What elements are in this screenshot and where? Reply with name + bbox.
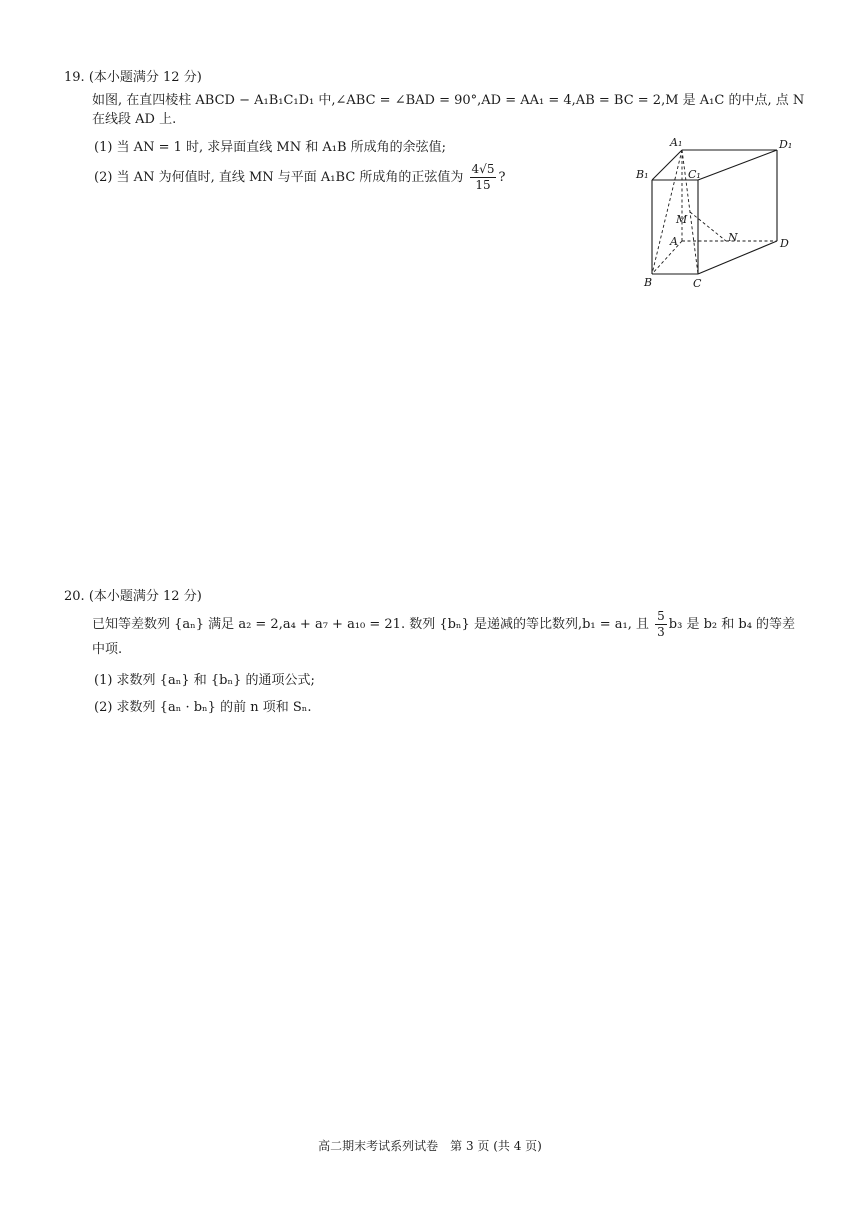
segment-M-N	[690, 212, 726, 241]
fraction-denominator: 15	[475, 178, 491, 192]
question-20-number: 20.	[64, 589, 85, 604]
label-D1: D₁	[779, 138, 793, 151]
edge-C1-D1	[698, 150, 777, 180]
question-20-fraction	[655, 609, 667, 640]
question-19-part2	[94, 162, 505, 193]
question-20-stem-suffix: b₃ 是 b₂ 和 b₄ 的等差	[668, 617, 796, 632]
fraction-numerator: 5	[657, 609, 665, 623]
question-20-stem-line1	[92, 609, 804, 640]
question-19-number: 19.	[64, 70, 85, 85]
label-B1: B₁	[636, 168, 649, 181]
label-A: A	[670, 235, 678, 248]
question-20-stem	[92, 609, 804, 659]
question-20-part2: (2) 求数列 {aₙ · bₙ} 的前 n 项和 Sₙ.	[94, 700, 312, 715]
edge-A1-B1	[652, 150, 682, 180]
label-N: N	[728, 231, 738, 244]
label-C1: C₁	[688, 168, 701, 181]
segment-A1-B	[652, 150, 682, 274]
question-20-score: (本小题满分 12 分)	[88, 589, 202, 604]
label-C: C	[693, 277, 702, 290]
label-B: B	[644, 276, 653, 289]
question-20-part1: (1) 求数列 {aₙ} 和 {bₙ} 的通项公式;	[94, 673, 315, 688]
question-19-part2-suffix: ?	[498, 170, 506, 185]
question-20-stem-line2: 中项.	[92, 642, 123, 657]
question-19-part2-prefix: (2) 当 AN 为何值时, 直线 MN 与平面 A₁BC 所成角的正弦值为	[94, 170, 464, 185]
question-19-header	[64, 66, 202, 85]
label-M: M	[676, 213, 688, 226]
prism-figure	[632, 134, 802, 294]
label-D: D	[780, 237, 789, 250]
question-20	[64, 585, 804, 725]
fraction-denominator: 3	[657, 625, 665, 639]
question-20-header	[64, 585, 202, 604]
edge-C-D	[698, 241, 777, 274]
label-A1: A₁	[670, 136, 683, 149]
fraction-numerator: 4√5	[471, 162, 495, 176]
question-20-stem-prefix: 已知等差数列 {aₙ} 满足 a₂ = 2,a₄ + a₇ + a₁₀ = 21. 数列 {bₙ} 是递减的等比数列,b₁ = a₁, 且	[92, 617, 650, 632]
question-19-stem-line2: 在线段 AD 上.	[92, 112, 177, 127]
question-19-part2-fraction	[470, 162, 497, 193]
page-footer: 高二期末考试系列试卷 第 3 页 (共 4 页)	[318, 1139, 542, 1153]
question-19-stem	[92, 91, 804, 129]
question-19-part1: (1) 当 AN = 1 时, 求异面直线 MN 和 A₁B 所成角的余弦值;	[94, 140, 447, 155]
question-19-stem-line1: 如图, 在直四棱柱 ABCD − A₁B₁C₁D₁ 中,∠ABC = ∠BAD = 90°,AD = AA₁ = 4,AB = BC = 2,M 是 A₁C 的中点, 点 N	[92, 93, 805, 108]
question-19-score: (本小题满分 12 分)	[88, 70, 202, 85]
